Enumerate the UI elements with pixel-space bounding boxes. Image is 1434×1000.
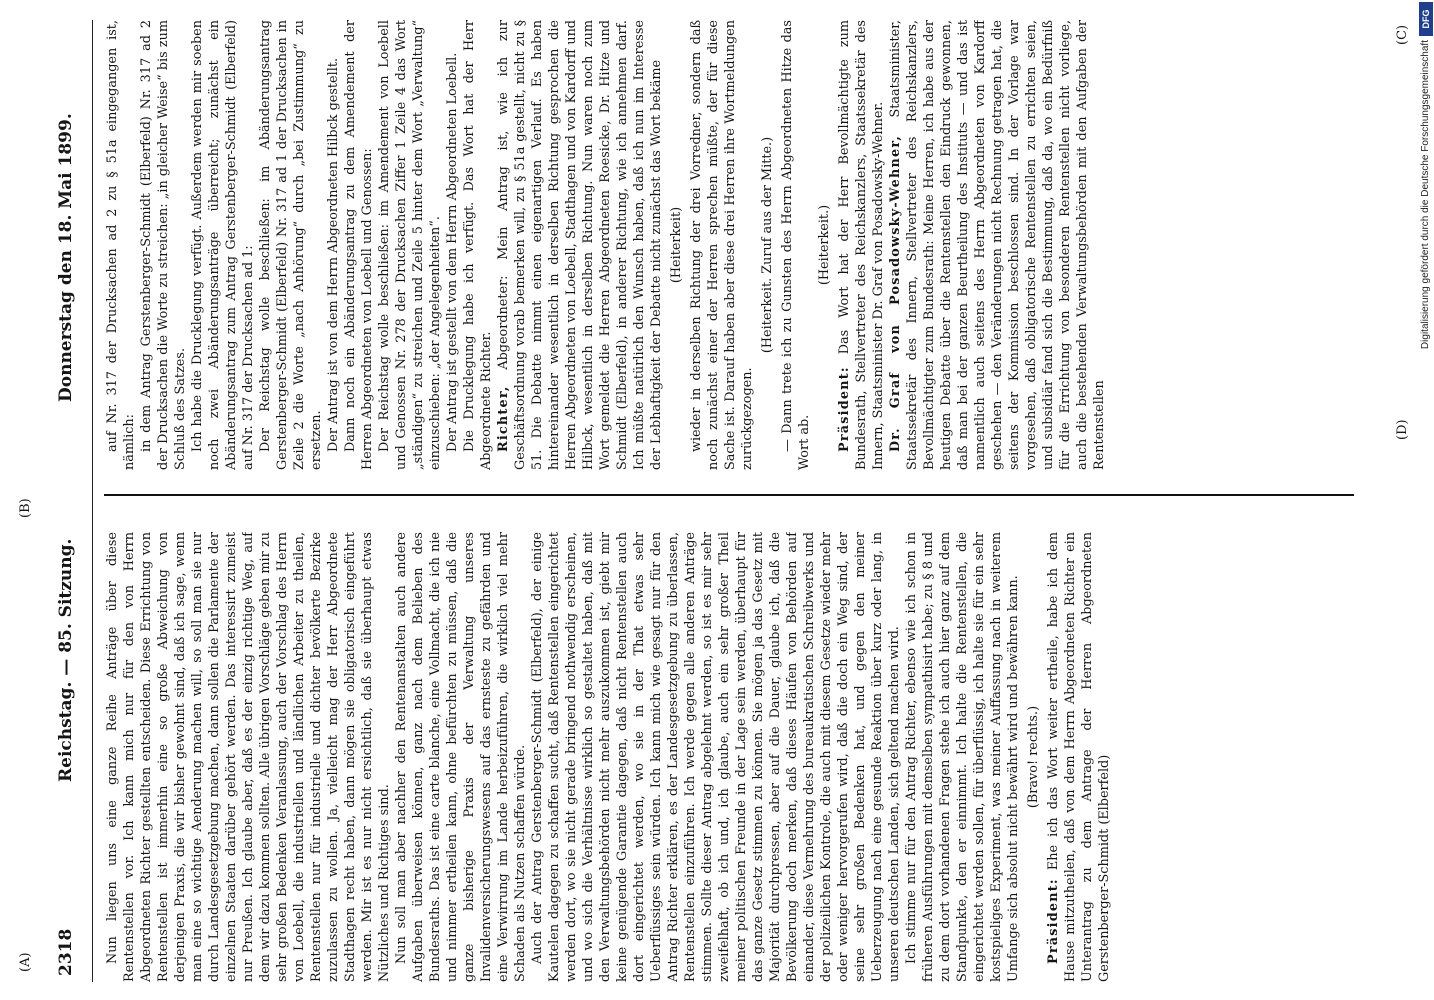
- applause-note: (Bravo! rechts.): [1026, 705, 1041, 809]
- speech-paragraph: Richter, Abgeordneter: Mein Antrag ist, wie ich zur Geschäftsordnung vorab bemerken will, zu § 51a gestellt, nicht zu § 51. Die Debatte nimmt einen eigenartigen Verlauf. Es haben hintereinander wesentlich in derselben Richtung gesprochen die Herren Abgeordneten von Loebell, Stadthagen und von Kardorff und Hilbck, wesentlich in derselben Richtung. Nun waren noch zum Wort gemeldet die Herren Abgeordneten Roesicke, Dr. Hitze und Schmidt (Elberfeld), in anderer Richtung, wie ich annehmen darf. Ich müßte natürlich den Wunsch haben, daß ich nun im Interesse der Lebhaftigkeit der Debatte nicht zunächst das Wort bekäme: [496, 20, 664, 470]
- session-title: Reichstag. — 85. Sitzung.: [56, 538, 76, 782]
- paragraph: Der Antrag ist gestellt von dem Herrn Abgeordneten Loebell.: [445, 52, 460, 452]
- paragraph: Nun soll man aber nachher den Rentenanstalten auch andere Aufgaben überweisen können, ganz nach dem Belieben des Bundesraths. Das ist eine carte blanche, eine Vollmacht, die ich nie und nimmer ertheilen kann, ohne befürchten zu müssen, daß die ganze bisherige Praxis der Verwaltung unseres Invalidenversicherungswesens auf das ernsteste zu gefährden und eine Verwirrung im Lande herbeizuführen, die wirklich viel mehr Schaden als Nutzen schaffen würde.: [394, 532, 528, 982]
- stage-direction: (Heiterkeit): [669, 206, 684, 284]
- funding-note: Digitalisierung gefördert durch die Deutsche Forschungsgemeinschaft: [1420, 40, 1431, 350]
- margin-marker-d: (D): [1395, 419, 1410, 440]
- paragraph: — Dann trete ich zu Gunsten des Herrn Abgeordneten Hitze das Wort ab.: [780, 20, 812, 470]
- stage-direction: (Heiterkeit.): [817, 204, 832, 286]
- margin-marker-a: (A): [18, 952, 33, 972]
- digitization-note: [1418, 0, 1434, 1000]
- paragraph: Der Reichstag wolle beschließen: im Amendement von Loebell und Genossen Nr. 278 der Drucksachen Ziffer 1 Zeile 4 das Wort „ständigen“ zu streichen und Zeile 5 hinter dem Wort „Verwaltung“ einzuschieben: „der Angelegenheiten“.: [377, 20, 443, 470]
- session-date: Donnerstag den 18. Mai 1899.: [56, 113, 76, 402]
- margin-marker-b: (B): [18, 498, 33, 518]
- paragraph: Der Reichstag wolle beschließen: im Abänderungsantrag Gerstenberger-Schmidt (Elberfeld) Nr. 317 ad 1 der Drucksachen in Zeile 2 die Worte „nach Anhörung“ durch „bei Zustimmung“ zu ersetzen.: [258, 20, 324, 470]
- page-number: 2318: [56, 928, 76, 976]
- paragraph: wieder in derselben Richtung der drei Vorredner, sondern daß noch zunächst einer der Herren sprechen müßte, der für diese Sache ist. Darauf haben aber diese drei Herren ihre Wortmeldungen zurückgezogen.: [689, 20, 755, 470]
- president-statement: Präsident: Ehe ich das Wort weiter ertheile, habe ich dem Hause mitzutheilen, daß von dem Herrn Abgeordneten Richter ein Unterantrag zu dem Antrage der Herren Abgeordneten Gerstenberger-Schmidt (Elberfeld): [1046, 532, 1112, 982]
- left-column: [104, 532, 1354, 982]
- speaker-name: Richter,: [496, 385, 511, 452]
- speaker-name: Präsident:: [837, 366, 852, 452]
- paragraph: in dem Antrag Gerstenberger-Schmidt (Elberfeld) Nr. 317 ad 2 der Drucksachen die Worte zu streichen: „in gleicher Weise“ bis zum Schluß des Satzes.: [139, 20, 188, 470]
- dfg-logo: DFG: [1419, 2, 1433, 36]
- page-header: [40, 20, 92, 982]
- paragraph: auf Nr. 317 der Drucksachen ad 2 zu § 51a eingegangen ist, nämlich:: [105, 20, 137, 470]
- paragraph: Ich habe die Drucklegung verfügt. Außerdem werden mir soeben noch zwei Abänderungsanträge überreicht; zunächst ein Abänderungsantrag zum Antrag Gerstenberger-Schmidt (Elberfeld) auf Nr. 317 der Drucksachen ad 1:: [190, 20, 256, 470]
- speech-paragraph: Präsident: Das Wort hat der Herr Bevollmächtigte zum Bundesrath, Stellvertreter des Reichskanzlers, Staatssekretär des Innern, Staatsminister Dr. Graf von Posadowsky-Wehner.: [837, 20, 886, 470]
- header-rule: [92, 20, 93, 982]
- document-page: [40, 20, 1360, 982]
- column-divider: [104, 494, 1354, 496]
- paragraph: Die Drucklegung habe ich verfügt. Das Wort hat der Herr Abgeordnete Richter.: [462, 20, 494, 470]
- paragraph: Ich stimme nur für den Antrag Richter, ebenso wie ich schon in früheren Ausführungen mit demselben sympathisirt habe; zu § 8 und zu dem dort vorhandenen Fragen stehe ich auch hier ganz auf dem Standpunkte, den er einnimmt. Ich halte die Rentenstellen, die eingerichtet werden sollen, für überflüssig, ich halte sie für ein sehr kostspieliges Experiment, was meiner Auffassung nach in weiterem Umfange sich absolut nicht bewährt wird und bewähren kann.: [904, 532, 1021, 982]
- speaker-name: Dr. Graf von Posadowsky-Wehner,: [888, 134, 903, 452]
- paragraph: Nun liegen uns eine ganze Reihe Anträge über diese Rentenstellen vor. Ich kann mich nur für den von Herrn Abgeordneten Richter gestellten entscheiden. Diese Errichtung von Rentenstellen ist immerhin eine so große Abweichung von derjenigen Praxis, die wir bisher gewohnt sind, daß ich sage, wenn man eine so wichtige Aenderung machen will, so soll man sie nur durch Landesgesetzgebung machen, dann sollen die Parlamente der einzelnen Staaten darüber gehört werden. Das interessirt zumeist nur Preußen. Ich glaube aber, daß es der einzig richtige Weg, auf dem wir dazu kommen sollten. Alle übrigen Vorschläge geben mir zu sehr großen Bedenken Veranlassung, auch der Vorschlag des Herrn von Loebell, die industriellen und ländlichen Arbeiter zu theilen, Rentenstellen nur für industrielle und dichter bevölkerte Bezirke zuzulassen zu wollen. Ja, vielleicht mag der Herr Abgeordnete Stadthagen recht haben, dann mögen sie obligatorisch eingeführt werden. Mir ist es nur nicht ersichtlich, daß sie überhaupt etwas Nützliches und Richtiges sind.: [105, 532, 392, 982]
- paragraph: Dann noch ein Abänderungsantrag zu dem Amendement der Herren Abgeordneten von Loebell und Genossen:: [343, 20, 375, 470]
- right-column: [104, 20, 1354, 470]
- speaker-name: Präsident:: [1046, 878, 1061, 964]
- paragraph: Auch der Antrag Gerstenberger-Schmidt (Elberfeld), der einige Kautelen dagegen zu schaffen sucht, daß Rentenstellen eingerichtet werden dort, wo sie nicht gerade bringend nothwendig erscheinen, und wo sich die Verhältnisse wirklich so gestaltet haben, daß mit den Verwaltungsbehörden nicht mehr auszukommen ist, giebt mir keine genügende Garantie dagegen, daß nicht Rentenstellen auch dort eingerichtet werden, wo sie in der That etwas sehr Ueberflüssiges sein würden. Ich kann mich wie gesagt nur für den Antrag Richter erklären, es der Landesgesetzgebung zu überlassen, Rentenstellen einzuführen. Ich werde gegen alle anderen Anträge stimmen. Sollte dieser Antrag abgelehnt werden, so ist es mir sehr zweifelhaft, ob ich und, ich glaube, auch ein sehr großer Theil meiner politischen Freunde in der Lage sein werden, überhaupt für das ganze Gesetz stimmen zu können. Sie mögen ja das Gesetz mit Majorität durchpressen, aber auf die Dauer, glaube ich, daß die Bevölkerung doch merken, daß dieses Häufen von Behörden auf einander, diese Vermehrung des bureaukratischen Schreibwerks und der polizeilichen Kontrole, die auch mit diesem Gesetze wieder mehr oder weniger hervorgerufen wird, daß die doch ein Weg sind, der seine sehr großen Bedenken hat, und gegen den meiner Ueberzeugung nach eine gesunde Reaktion über kurz oder lang, in unseren deutschen Landen, sich geltend machen wird.: [530, 532, 902, 982]
- stage-direction: (Heiterkeit. Zuruf aus der Mitte.): [760, 136, 775, 354]
- margin-marker-c: (C): [1395, 24, 1410, 45]
- paragraph: Der Antrag ist von dem Herrn Abgeordneten Hilbck gestellt.: [326, 57, 341, 452]
- speech-paragraph: Dr. Graf von Posadowsky-Wehner, Staatsminister, Staatssekretär des Innern, Stellvertreter des Reichskanzlers, Bevollmächtigter zum Bundesrath: Meine Herren, ich habe aus der heutigen Debatte über die Rentenstellen den Eindruck gewonnen, daß man bei der ganzen Beurtheilung des Instituts — und das ist namentlich auch seitens des Herrn Abgeordneten von Kardorff geschehen — den Veränderungen nicht Rechnung getragen hat, die seitens der Kommission beschlossen sind. In der Vorlage war vorgesehen, daß obligatorische Rentenstellen zu errichten seien, und subsidiär fand sich die Bestimmung, daß da, wo ein Bedürfniß für die Errichtung von besonderen Rentenstellen nicht vorliege, auch die bestehenden Verwaltungsbehörden mit den Aufgaben der Rentenstellen: [888, 20, 1107, 470]
